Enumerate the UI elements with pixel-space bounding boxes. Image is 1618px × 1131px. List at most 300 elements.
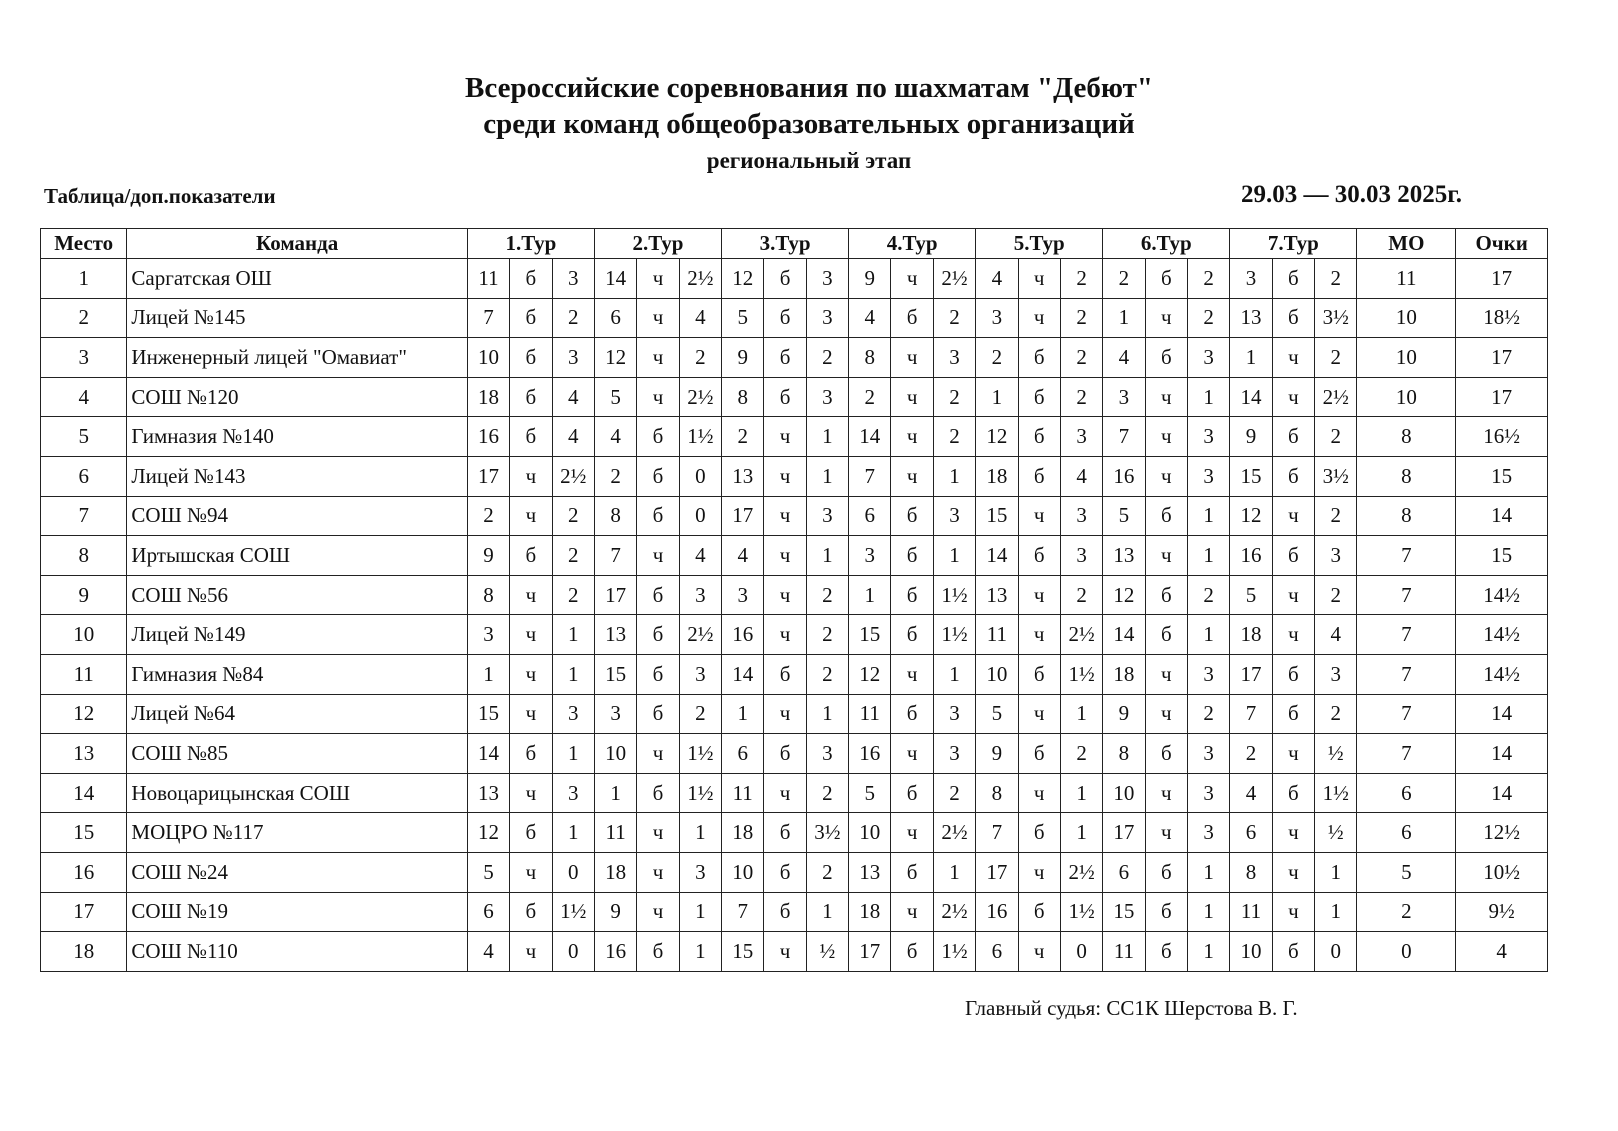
cell-opponent: 11 <box>1103 932 1145 972</box>
cell-opponent: 5 <box>467 852 509 892</box>
cell-opponent: 7 <box>976 813 1018 853</box>
cell-color: б <box>1145 932 1187 972</box>
cell-color: б <box>1018 536 1060 576</box>
cell-opponent: 7 <box>849 456 891 496</box>
cell-team: СОШ №110 <box>127 932 467 972</box>
cell-score: 1 <box>933 456 975 496</box>
cell-color: ч <box>1018 694 1060 734</box>
cell-color: ч <box>764 615 806 655</box>
cell-opponent: 9 <box>849 259 891 299</box>
cell-color: ч <box>764 417 806 457</box>
cell-color: ч <box>891 813 933 853</box>
cell-mo: 7 <box>1357 575 1456 615</box>
cell-score: 2 <box>806 615 848 655</box>
table-row <box>41 734 1548 774</box>
cell-score: 1 <box>1187 852 1229 892</box>
cell-score: 3 <box>933 496 975 536</box>
cell-opponent: 15 <box>849 615 891 655</box>
cell-place: 3 <box>41 338 127 378</box>
cell-opponent: 3 <box>594 694 636 734</box>
table-row <box>41 456 1548 496</box>
cell-color: б <box>1145 852 1187 892</box>
cell-points: 14½ <box>1456 654 1548 694</box>
cell-score: 3 <box>552 259 594 299</box>
cell-opponent: 1 <box>722 694 764 734</box>
stage-subtitle: региональный этап <box>706 148 912 173</box>
cell-color: б <box>891 298 933 338</box>
col-header-mo: МО <box>1357 229 1456 259</box>
cell-team: Лицей №143 <box>127 456 467 496</box>
cell-color: б <box>1272 298 1314 338</box>
cell-team: СОШ №56 <box>127 575 467 615</box>
cell-color: ч <box>1018 298 1060 338</box>
cell-team: Лицей №64 <box>127 694 467 734</box>
cell-color: б <box>1272 773 1314 813</box>
cell-opponent: 18 <box>594 852 636 892</box>
col-header-place: Место <box>41 229 127 259</box>
cell-color: ч <box>891 892 933 932</box>
cell-color: б <box>1018 417 1060 457</box>
title-line-1: Всероссийские соревнования по шахматам "Дебют" <box>465 72 1153 104</box>
col-header-round-7: 7.Тур <box>1230 229 1357 259</box>
cell-points: 14 <box>1456 734 1548 774</box>
cell-team: Саргатская ОШ <box>127 259 467 299</box>
cell-score: 2 <box>1060 734 1102 774</box>
cell-score: 2 <box>1187 298 1229 338</box>
cell-opponent: 18 <box>976 456 1018 496</box>
cell-score: ½ <box>1315 813 1357 853</box>
cell-opponent: 14 <box>1230 377 1272 417</box>
cell-opponent: 5 <box>1103 496 1145 536</box>
cell-color: ч <box>764 932 806 972</box>
cell-score: 1 <box>806 892 848 932</box>
cell-color: ч <box>1018 575 1060 615</box>
cell-score: 2 <box>552 536 594 576</box>
cell-score: 2 <box>806 773 848 813</box>
cell-score: 3 <box>1315 654 1357 694</box>
table-row <box>41 892 1548 932</box>
cell-opponent: 16 <box>467 417 509 457</box>
cell-opponent: 8 <box>849 338 891 378</box>
cell-color: ч <box>1018 496 1060 536</box>
cell-color: ч <box>1272 852 1314 892</box>
cell-color: б <box>510 417 552 457</box>
event-dates: 29.03 — 30.03 2025г. <box>1240 181 1462 208</box>
cell-color: ч <box>1145 298 1187 338</box>
cell-opponent: 17 <box>594 575 636 615</box>
cell-score: 0 <box>1060 932 1102 972</box>
cell-color: ч <box>891 456 933 496</box>
cell-opponent: 17 <box>722 496 764 536</box>
cell-opponent: 9 <box>467 536 509 576</box>
cell-team: Гимназия №140 <box>127 417 467 457</box>
cell-place: 7 <box>41 496 127 536</box>
cell-place: 15 <box>41 813 127 853</box>
cell-score: 1 <box>933 654 975 694</box>
cell-score: 2½ <box>1060 615 1102 655</box>
cell-place: 11 <box>41 654 127 694</box>
cell-team: СОШ №19 <box>127 892 467 932</box>
cell-color: б <box>764 852 806 892</box>
cell-color: ч <box>1145 456 1187 496</box>
cell-mo: 5 <box>1357 852 1456 892</box>
cell-color: б <box>1272 456 1314 496</box>
cell-score: 1 <box>1187 615 1229 655</box>
cell-opponent: 8 <box>976 773 1018 813</box>
cell-color: б <box>510 338 552 378</box>
cell-opponent: 16 <box>722 615 764 655</box>
cell-opponent: 9 <box>594 892 636 932</box>
table-row <box>41 575 1548 615</box>
cell-score: 3 <box>1060 496 1102 536</box>
cell-opponent: 17 <box>976 852 1018 892</box>
cell-opponent: 10 <box>722 852 764 892</box>
cell-color: б <box>1272 536 1314 576</box>
cell-color: б <box>1272 654 1314 694</box>
cell-opponent: 14 <box>849 417 891 457</box>
cell-color: б <box>891 615 933 655</box>
cell-score: 2 <box>806 338 848 378</box>
cell-color: ч <box>764 456 806 496</box>
cell-color: б <box>1145 259 1187 299</box>
cell-score: 1 <box>552 654 594 694</box>
cell-opponent: 12 <box>722 259 764 299</box>
cell-color: б <box>637 575 679 615</box>
cell-opponent: 18 <box>722 813 764 853</box>
cell-opponent: 13 <box>1103 536 1145 576</box>
cell-color: б <box>764 377 806 417</box>
cell-mo: 6 <box>1357 813 1456 853</box>
cell-score: 2 <box>552 575 594 615</box>
cell-color: ч <box>637 892 679 932</box>
cell-color: б <box>891 852 933 892</box>
cell-opponent: 13 <box>849 852 891 892</box>
cell-opponent: 11 <box>976 615 1018 655</box>
cell-mo: 2 <box>1357 892 1456 932</box>
cell-score: 1 <box>1187 377 1229 417</box>
cell-color: б <box>637 615 679 655</box>
cell-team: СОШ №94 <box>127 496 467 536</box>
cell-opponent: 6 <box>1103 852 1145 892</box>
cell-score: 3 <box>552 694 594 734</box>
cell-mo: 8 <box>1357 496 1456 536</box>
table-row <box>41 852 1548 892</box>
cell-opponent: 9 <box>1103 694 1145 734</box>
col-header-points: Очки <box>1456 229 1548 259</box>
cell-opponent: 3 <box>722 575 764 615</box>
cell-place: 16 <box>41 852 127 892</box>
cell-color: б <box>510 536 552 576</box>
cell-color: ч <box>1145 813 1187 853</box>
cell-opponent: 4 <box>1230 773 1272 813</box>
cell-score: 3 <box>1187 813 1229 853</box>
cell-opponent: 3 <box>849 536 891 576</box>
cell-opponent: 8 <box>467 575 509 615</box>
cell-color: б <box>764 338 806 378</box>
cell-color: б <box>891 694 933 734</box>
cell-color: ч <box>1018 852 1060 892</box>
table-row <box>41 417 1548 457</box>
cell-score: 1 <box>806 694 848 734</box>
cell-opponent: 4 <box>976 259 1018 299</box>
table-row <box>41 496 1548 536</box>
cell-opponent: 4 <box>467 932 509 972</box>
cell-color: б <box>1018 338 1060 378</box>
cell-place: 18 <box>41 932 127 972</box>
standings-table <box>40 228 1548 972</box>
cell-score: 2 <box>806 654 848 694</box>
cell-color: б <box>891 536 933 576</box>
cell-score: 3 <box>806 496 848 536</box>
cell-team: СОШ №24 <box>127 852 467 892</box>
cell-score: 1½ <box>933 932 975 972</box>
cell-opponent: 10 <box>1230 932 1272 972</box>
cell-score: 2 <box>552 298 594 338</box>
cell-color: б <box>637 694 679 734</box>
cell-points: 14½ <box>1456 575 1548 615</box>
table-row <box>41 536 1548 576</box>
cell-opponent: 18 <box>467 377 509 417</box>
cell-color: б <box>1145 496 1187 536</box>
cell-opponent: 15 <box>1230 456 1272 496</box>
cell-opponent: 8 <box>722 377 764 417</box>
cell-color: ч <box>510 654 552 694</box>
cell-color: б <box>637 496 679 536</box>
cell-score: 2 <box>933 773 975 813</box>
cell-opponent: 2 <box>467 496 509 536</box>
cell-score: 1 <box>1060 694 1102 734</box>
cell-score: 2 <box>1315 417 1357 457</box>
col-header-round-6: 6.Тур <box>1103 229 1230 259</box>
cell-color: б <box>1272 417 1314 457</box>
cell-color: б <box>1145 338 1187 378</box>
cell-color: ч <box>1145 773 1187 813</box>
cell-score: 1½ <box>1315 773 1357 813</box>
cell-score: 3 <box>1060 536 1102 576</box>
cell-score: 1½ <box>552 892 594 932</box>
chief-judge: Главный судья: СС1К Шерстова В. Г. <box>965 996 1298 1020</box>
cell-score: 3 <box>806 377 848 417</box>
cell-opponent: 6 <box>976 932 1018 972</box>
cell-mo: 11 <box>1357 259 1456 299</box>
cell-score: 1 <box>1060 773 1102 813</box>
cell-team: Иртышская СОШ <box>127 536 467 576</box>
cell-score: 3 <box>679 654 721 694</box>
cell-score: 1 <box>552 615 594 655</box>
cell-color: б <box>637 773 679 813</box>
cell-score: 2 <box>1187 694 1229 734</box>
cell-score: 1 <box>679 932 721 972</box>
cell-points: 10½ <box>1456 852 1548 892</box>
cell-color: б <box>1145 615 1187 655</box>
cell-color: б <box>637 654 679 694</box>
cell-color: ч <box>637 536 679 576</box>
cell-opponent: 14 <box>976 536 1018 576</box>
cell-score: 3 <box>806 259 848 299</box>
cell-mo: 10 <box>1357 338 1456 378</box>
cell-score: 1 <box>806 417 848 457</box>
cell-mo: 8 <box>1357 456 1456 496</box>
cell-opponent: 16 <box>849 734 891 774</box>
cell-opponent: 10 <box>467 338 509 378</box>
cell-score: 0 <box>1315 932 1357 972</box>
cell-score: 3 <box>1187 773 1229 813</box>
cell-opponent: 7 <box>467 298 509 338</box>
cell-score: 2 <box>1315 496 1357 536</box>
cell-color: ч <box>764 694 806 734</box>
cell-color: ч <box>1272 615 1314 655</box>
cell-color: б <box>510 259 552 299</box>
cell-color: б <box>1018 813 1060 853</box>
cell-place: 2 <box>41 298 127 338</box>
cell-place: 14 <box>41 773 127 813</box>
cell-opponent: 13 <box>594 615 636 655</box>
cell-score: 1 <box>806 536 848 576</box>
col-header-round-1: 1.Тур <box>467 229 594 259</box>
cell-color: ч <box>1018 773 1060 813</box>
cell-opponent: 13 <box>467 773 509 813</box>
cell-score: 3 <box>933 734 975 774</box>
cell-score: 1 <box>1187 932 1229 972</box>
cell-color: б <box>1145 734 1187 774</box>
cell-score: 3 <box>933 694 975 734</box>
cell-color: б <box>637 932 679 972</box>
table-row <box>41 338 1548 378</box>
cell-color: б <box>1145 575 1187 615</box>
cell-score: 2½ <box>679 377 721 417</box>
cell-score: 4 <box>552 377 594 417</box>
cell-score: 4 <box>679 536 721 576</box>
cell-score: 2½ <box>552 456 594 496</box>
cell-opponent: 16 <box>594 932 636 972</box>
cell-opponent: 12 <box>1230 496 1272 536</box>
cell-place: 5 <box>41 417 127 457</box>
cell-opponent: 10 <box>976 654 1018 694</box>
cell-score: ½ <box>806 932 848 972</box>
cell-points: 14 <box>1456 496 1548 536</box>
cell-opponent: 2 <box>849 377 891 417</box>
cell-score: 2½ <box>679 615 721 655</box>
cell-color: б <box>510 298 552 338</box>
cell-points: 15 <box>1456 536 1548 576</box>
cell-place: 9 <box>41 575 127 615</box>
cell-score: 2½ <box>933 813 975 853</box>
cell-mo: 10 <box>1357 377 1456 417</box>
cell-color: ч <box>891 654 933 694</box>
cell-color: ч <box>1272 377 1314 417</box>
cell-opponent: 10 <box>849 813 891 853</box>
cell-color: ч <box>1018 932 1060 972</box>
cell-place: 8 <box>41 536 127 576</box>
cell-score: 1 <box>933 852 975 892</box>
cell-color: б <box>1018 456 1060 496</box>
table-header-row <box>41 229 1548 259</box>
cell-opponent: 7 <box>722 892 764 932</box>
cell-score: 2 <box>1315 694 1357 734</box>
cell-opponent: 16 <box>1103 456 1145 496</box>
cell-score: 2 <box>1315 338 1357 378</box>
cell-score: 3 <box>933 338 975 378</box>
cell-score: 2 <box>679 338 721 378</box>
cell-color: б <box>891 773 933 813</box>
cell-color: ч <box>510 456 552 496</box>
cell-points: 15 <box>1456 456 1548 496</box>
col-header-round-5: 5.Тур <box>976 229 1103 259</box>
cell-score: 2 <box>1060 575 1102 615</box>
cell-score: 2 <box>933 377 975 417</box>
cell-opponent: 12 <box>976 417 1018 457</box>
cell-score: 2½ <box>679 259 721 299</box>
cell-opponent: 11 <box>594 813 636 853</box>
cell-color: ч <box>891 338 933 378</box>
cell-opponent: 2 <box>976 338 1018 378</box>
cell-score: 3 <box>552 338 594 378</box>
cell-opponent: 9 <box>722 338 764 378</box>
cell-color: ч <box>510 615 552 655</box>
cell-score: 0 <box>552 932 594 972</box>
cell-points: 18½ <box>1456 298 1548 338</box>
cell-opponent: 15 <box>976 496 1018 536</box>
cell-opponent: 15 <box>467 694 509 734</box>
cell-score: 3½ <box>1315 298 1357 338</box>
cell-score: 3 <box>1187 654 1229 694</box>
cell-team: Гимназия №84 <box>127 654 467 694</box>
cell-color: б <box>1018 654 1060 694</box>
cell-opponent: 6 <box>1230 813 1272 853</box>
cell-score: 2 <box>552 496 594 536</box>
cell-color: б <box>1018 892 1060 932</box>
cell-color: б <box>637 456 679 496</box>
cell-score: 1 <box>1315 852 1357 892</box>
cell-score: 3 <box>806 734 848 774</box>
cell-score: 3 <box>1187 734 1229 774</box>
cell-color: ч <box>510 852 552 892</box>
cell-opponent: 14 <box>467 734 509 774</box>
cell-color: б <box>764 734 806 774</box>
cell-opponent: 17 <box>1230 654 1272 694</box>
cell-color: ч <box>1272 496 1314 536</box>
col-header-round-4: 4.Тур <box>849 229 976 259</box>
cell-opponent: 11 <box>849 694 891 734</box>
cell-color: б <box>1145 892 1187 932</box>
cell-color: ч <box>637 813 679 853</box>
cell-score: 2 <box>1060 259 1102 299</box>
cell-color: ч <box>510 694 552 734</box>
cell-opponent: 11 <box>1230 892 1272 932</box>
cell-place: 17 <box>41 892 127 932</box>
cell-score: 1 <box>552 734 594 774</box>
cell-opponent: 10 <box>1103 773 1145 813</box>
cell-score: ½ <box>1315 734 1357 774</box>
cell-color: б <box>510 734 552 774</box>
cell-score: 3½ <box>1315 456 1357 496</box>
cell-opponent: 15 <box>1103 892 1145 932</box>
table-row <box>41 932 1548 972</box>
cell-opponent: 17 <box>467 456 509 496</box>
cell-opponent: 4 <box>1103 338 1145 378</box>
cell-color: ч <box>1272 734 1314 774</box>
cell-color: ч <box>637 259 679 299</box>
cell-opponent: 17 <box>849 932 891 972</box>
cell-score: 1 <box>806 456 848 496</box>
cell-color: б <box>1018 734 1060 774</box>
cell-opponent: 2 <box>1230 734 1272 774</box>
table-row <box>41 694 1548 734</box>
cell-points: 4 <box>1456 932 1548 972</box>
cell-opponent: 6 <box>849 496 891 536</box>
col-header-round-2: 2.Тур <box>594 229 721 259</box>
cell-score: 3 <box>1187 338 1229 378</box>
